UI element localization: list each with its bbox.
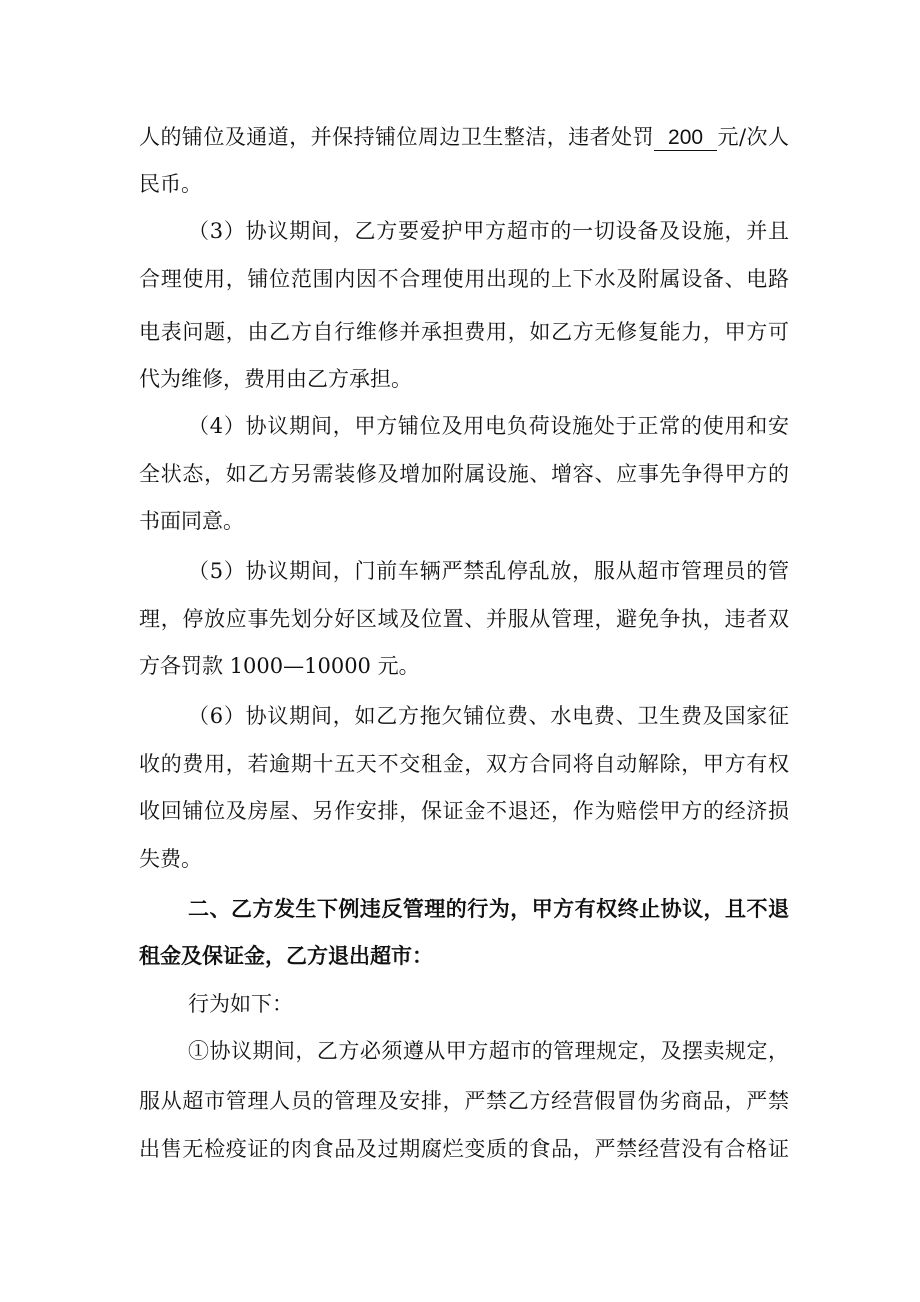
paragraph-line: 收的费用，若逾期十五天不交租金，双方合同将自动解除，甲方有权 [139, 752, 789, 776]
paragraph-line: （3）协议期间，乙方要爱护甲方超市的一切设备及设施，并且 [188, 219, 789, 243]
paragraph-line: 行为如下： [188, 992, 293, 1016]
paragraph-line: 收回铺位及房屋、另作安排，保证金不退还，作为赔偿甲方的经济损 [139, 799, 789, 823]
paragraph-line: （4）协议期间，甲方铺位及用电负荷设施处于正常的使用和安 [188, 414, 789, 438]
paragraph-line: 理，停放应事先划分好区域及位置、并服从管理，避免争执，违者双 [139, 607, 789, 631]
paragraph-line: 服从超市管理人员的管理及安排，严禁乙方经营假冒伪劣商品，严禁 [139, 1089, 789, 1113]
paragraph-line: 合理使用，铺位范围内因不合理使用出现的上下水及附属设备、电路 [139, 267, 789, 291]
paragraph-line: 全状态，如乙方另需装修及增加附属设施、增容、应事先争得甲方的 [139, 462, 789, 486]
paragraph-line [139, 122, 789, 152]
paragraph-line: 方各罚款 1000—10000 元。 [139, 654, 420, 678]
paragraph-line: 民币。 [139, 172, 202, 196]
section-heading-line: 租金及保证金，乙方退出超市： [139, 943, 433, 968]
paragraph-line: 电表问题，由乙方自行维修并承担费用，如乙方无修复能力，甲方可 [139, 320, 789, 344]
paragraph-line: （6）协议期间，如乙方拖欠铺位费、水电费、卫生费及国家征 [188, 704, 789, 728]
penalty-amount: 200 [654, 126, 717, 151]
paragraph-line: （5）协议期间，门前车辆严禁乱停乱放，服从超市管理员的管 [188, 559, 789, 583]
section-heading-line: 二、乙方发生下例违反管理的行为，甲方有权终止协议，且不退 [188, 896, 789, 921]
paragraph-line: ①协议期间，乙方必须遵从甲方超市的管理规定，及摆卖规定， [188, 1039, 789, 1063]
text-segment: 元/次人 [717, 125, 790, 149]
paragraph-line: 书面同意。 [139, 509, 244, 533]
paragraph-line: 失费。 [139, 847, 202, 871]
text-segment: 人的铺位及通道，并保持铺位周边卫生整洁，违者处罚 [139, 125, 655, 149]
paragraph-line: 出售无检疫证的肉食品及过期腐烂变质的食品，严禁经营没有合格证 [139, 1137, 789, 1161]
paragraph-line: 代为维修，费用由乙方承担。 [139, 367, 412, 391]
